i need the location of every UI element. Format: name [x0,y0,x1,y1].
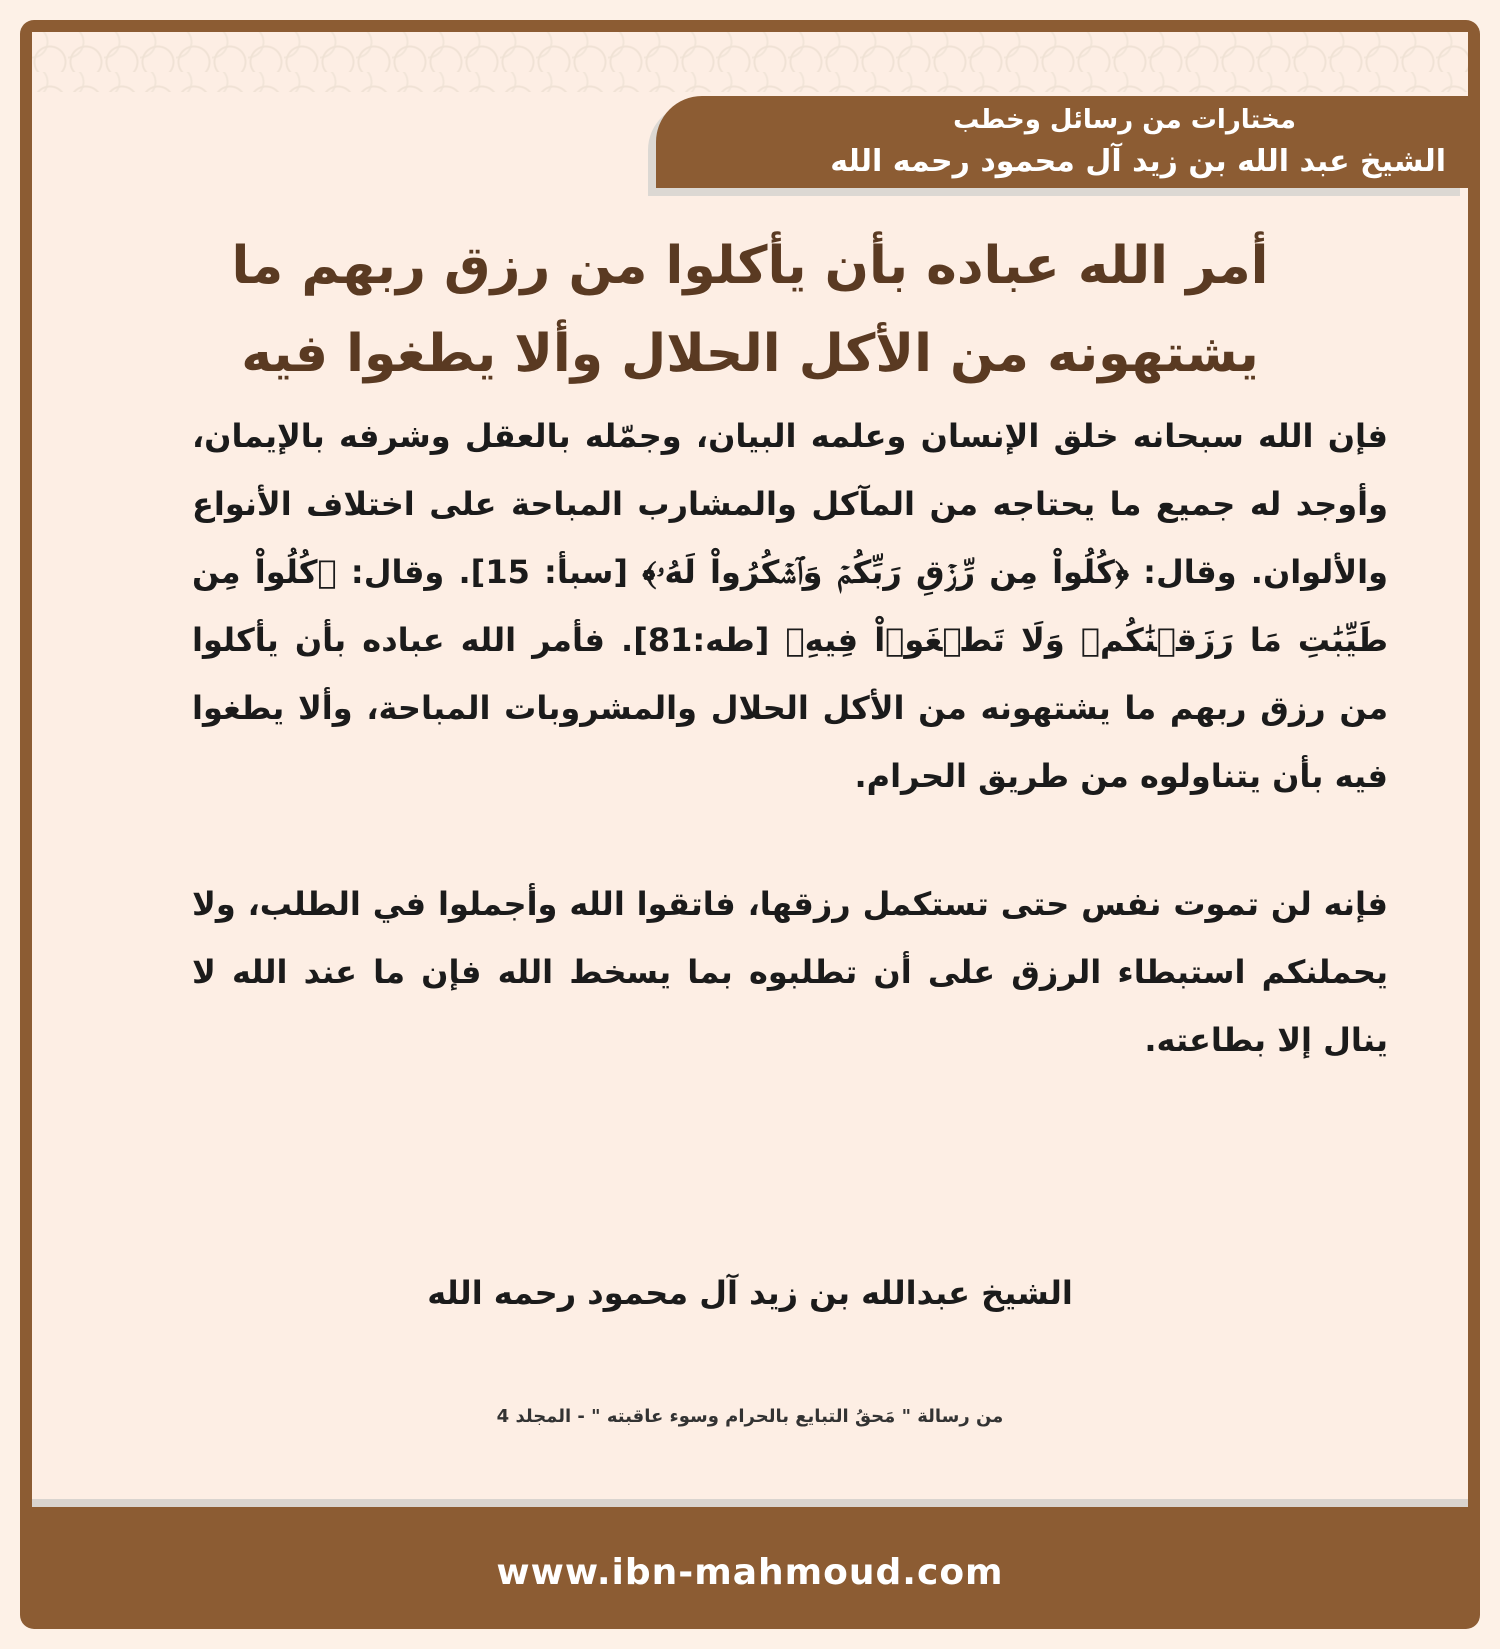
article-body [192,402,1388,1074]
article-title: أمر الله عباده بأن يأكلوا من رزق ربهم ما يشتهونه من الأكل الحلال وألا يطغوا فيه [231,236,1269,384]
website-url[interactable]: www.ibn-mahmoud.com [496,1552,1004,1593]
paragraph: فإن الله سبحانه خلق الإنسان وعلمه البيان، وجمّله بالعقل وشرفه بالإيمان، وأوجد له جميع ما يحتاجه من المآكل والمشارب المباحة على اختلاف الأنواع والألوان. وقال: ﴿كُلُواْ مِن رِّزۡقِ رَبِّكُمۡ وَٱشۡكُرُواْ لَهُۥ﴾ [سبأ: 15]. وقال: ﴿كُلُواْ مِن طَيِّبَٰتِ مَا رَزَقۡنَٰكُمۡ وَلَا تَطۡغَوۡاْ فِيهِ﴾ [طه:81]. فأمر الله عباده بأن يأكلوا من رزق ربهم ما يشتهونه من الأكل الحلال والمشروبات المباحة، وألا يطغوا فيه بأن يتناولوه من طريق الحرام. [192,417,1389,795]
page-frame [20,20,1480,1629]
source-citation: من رسالة " مَحقُ التبايع بالحرام وسوء عاقبته " - المجلد 4 [496,1406,1004,1427]
series-title: مختارات من رسائل وخطب [953,105,1296,135]
content-card [32,32,1468,1499]
series-header-badge [656,96,1468,188]
card-shadow [32,1499,1468,1507]
author-signature: الشيخ عبدالله بن زيد آل محمود رحمه الله [427,1274,1073,1312]
decorative-pattern [32,32,1468,92]
series-author: الشيخ عبد الله بن زيد آل محمود رحمه الله [830,144,1446,179]
paragraph: فإنه لن تموت نفس حتى تستكمل رزقها، فاتقوا الله وأجملوا في الطلب، ولا يحملنكم استبطاء الرزق على أن تطلبوه بما يسخط الله فإن ما عند الله لا ينال إلا بطاعته. [192,885,1388,1059]
